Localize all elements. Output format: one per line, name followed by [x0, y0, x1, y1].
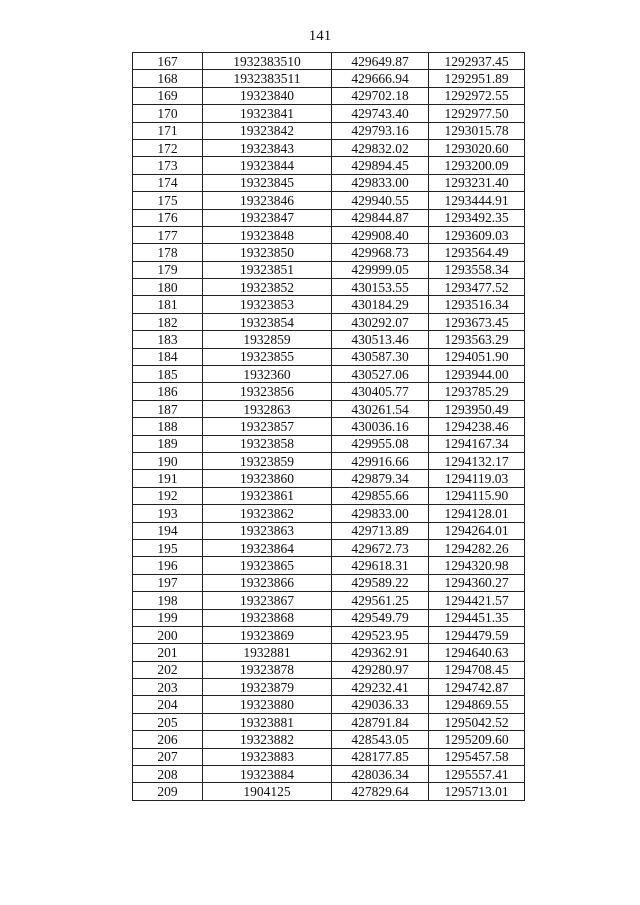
y-coordinate-cell: 1295557.41 [429, 766, 525, 783]
y-coordinate-cell: 1294742.87 [429, 679, 525, 696]
table-row [133, 713, 525, 730]
y-coordinate-cell: 1293200.09 [429, 157, 525, 174]
point-number-cell: 209 [133, 783, 203, 800]
table-row [133, 557, 525, 574]
point-id-cell: 19323851 [203, 261, 332, 278]
y-coordinate-cell: 1294451.35 [429, 609, 525, 626]
x-coordinate-cell: 428036.34 [332, 766, 429, 783]
y-coordinate-cell: 1293015.78 [429, 122, 525, 139]
point-id-cell: 19323840 [203, 87, 332, 104]
point-number-cell: 201 [133, 644, 203, 661]
point-id-cell: 1932360 [203, 366, 332, 383]
point-number-cell: 192 [133, 487, 203, 504]
x-coordinate-cell: 429713.89 [332, 522, 429, 539]
point-number-cell: 190 [133, 452, 203, 469]
y-coordinate-cell: 1293609.03 [429, 226, 525, 243]
y-coordinate-cell: 1293673.45 [429, 313, 525, 330]
point-number-cell: 208 [133, 766, 203, 783]
x-coordinate-cell: 429743.40 [332, 105, 429, 122]
x-coordinate-cell: 429955.08 [332, 435, 429, 452]
point-id-cell: 19323869 [203, 626, 332, 643]
x-coordinate-cell: 429940.55 [332, 192, 429, 209]
table-row [133, 696, 525, 713]
table-row [133, 400, 525, 417]
table-row [133, 539, 525, 556]
x-coordinate-cell: 428791.84 [332, 713, 429, 730]
table-row [133, 70, 525, 87]
point-number-cell: 199 [133, 609, 203, 626]
point-number-cell: 203 [133, 679, 203, 696]
point-id-cell: 19323861 [203, 487, 332, 504]
point-id-cell: 19323853 [203, 296, 332, 313]
point-number-cell: 173 [133, 157, 203, 174]
table-row [133, 592, 525, 609]
point-number-cell: 180 [133, 279, 203, 296]
table-row [133, 122, 525, 139]
coordinates-table [132, 52, 525, 801]
point-id-cell: 19323880 [203, 696, 332, 713]
table-row [133, 383, 525, 400]
point-id-cell: 19323856 [203, 383, 332, 400]
x-coordinate-cell: 430292.07 [332, 313, 429, 330]
y-coordinate-cell: 1293444.91 [429, 192, 525, 209]
table-row [133, 487, 525, 504]
y-coordinate-cell: 1293944.00 [429, 366, 525, 383]
table-row [133, 574, 525, 591]
y-coordinate-cell: 1294119.03 [429, 470, 525, 487]
y-coordinate-cell: 1294421.57 [429, 592, 525, 609]
point-number-cell: 176 [133, 209, 203, 226]
x-coordinate-cell: 429672.73 [332, 539, 429, 556]
y-coordinate-cell: 1294320.98 [429, 557, 525, 574]
x-coordinate-cell: 429036.33 [332, 696, 429, 713]
point-number-cell: 206 [133, 731, 203, 748]
point-id-cell: 19323868 [203, 609, 332, 626]
point-number-cell: 185 [133, 366, 203, 383]
y-coordinate-cell: 1294051.90 [429, 348, 525, 365]
point-number-cell: 207 [133, 748, 203, 765]
table-row [133, 644, 525, 661]
point-number-cell: 170 [133, 105, 203, 122]
x-coordinate-cell: 429702.18 [332, 87, 429, 104]
point-id-cell: 19323866 [203, 574, 332, 591]
x-coordinate-cell: 429894.45 [332, 157, 429, 174]
table-row [133, 226, 525, 243]
x-coordinate-cell: 429666.94 [332, 70, 429, 87]
table-row [133, 174, 525, 191]
x-coordinate-cell: 429855.66 [332, 487, 429, 504]
table-row [133, 679, 525, 696]
table-row [133, 53, 525, 70]
x-coordinate-cell: 429916.66 [332, 452, 429, 469]
y-coordinate-cell: 1294360.27 [429, 574, 525, 591]
x-coordinate-cell: 430587.30 [332, 348, 429, 365]
point-number-cell: 187 [133, 400, 203, 417]
point-id-cell: 19323855 [203, 348, 332, 365]
x-coordinate-cell: 429833.00 [332, 174, 429, 191]
point-id-cell: 19323847 [203, 209, 332, 226]
point-id-cell: 19323860 [203, 470, 332, 487]
point-number-cell: 194 [133, 522, 203, 539]
table-row [133, 209, 525, 226]
y-coordinate-cell: 1293950.49 [429, 400, 525, 417]
x-coordinate-cell: 430527.06 [332, 366, 429, 383]
x-coordinate-cell: 429908.40 [332, 226, 429, 243]
table-row [133, 626, 525, 643]
point-number-cell: 175 [133, 192, 203, 209]
point-number-cell: 198 [133, 592, 203, 609]
table-row [133, 366, 525, 383]
point-number-cell: 195 [133, 539, 203, 556]
point-number-cell: 196 [133, 557, 203, 574]
point-id-cell: 19323858 [203, 435, 332, 452]
page-number: 141 [308, 28, 332, 44]
point-id-cell: 19323879 [203, 679, 332, 696]
point-id-cell: 19323864 [203, 539, 332, 556]
x-coordinate-cell: 430405.77 [332, 383, 429, 400]
point-id-cell: 19323852 [203, 279, 332, 296]
table-row [133, 348, 525, 365]
y-coordinate-cell: 1294282.26 [429, 539, 525, 556]
point-number-cell: 174 [133, 174, 203, 191]
y-coordinate-cell: 1293492.35 [429, 209, 525, 226]
x-coordinate-cell: 429523.95 [332, 626, 429, 643]
table-row [133, 418, 525, 435]
point-number-cell: 188 [133, 418, 203, 435]
table-row [133, 505, 525, 522]
point-id-cell: 1932881 [203, 644, 332, 661]
point-number-cell: 191 [133, 470, 203, 487]
x-coordinate-cell: 430261.54 [332, 400, 429, 417]
table-row [133, 609, 525, 626]
x-coordinate-cell: 429280.97 [332, 661, 429, 678]
point-number-cell: 177 [133, 226, 203, 243]
y-coordinate-cell: 1293785.29 [429, 383, 525, 400]
point-number-cell: 189 [133, 435, 203, 452]
y-coordinate-cell: 1293477.52 [429, 279, 525, 296]
point-id-cell: 19323878 [203, 661, 332, 678]
point-id-cell: 19323850 [203, 244, 332, 261]
y-coordinate-cell: 1294167.34 [429, 435, 525, 452]
table-row [133, 661, 525, 678]
x-coordinate-cell: 429832.02 [332, 139, 429, 156]
table-row [133, 731, 525, 748]
point-id-cell: 1932863 [203, 400, 332, 417]
x-coordinate-cell: 428177.85 [332, 748, 429, 765]
point-id-cell: 19323881 [203, 713, 332, 730]
y-coordinate-cell: 1292937.45 [429, 53, 525, 70]
point-id-cell: 19323843 [203, 139, 332, 156]
x-coordinate-cell: 429879.34 [332, 470, 429, 487]
point-number-cell: 186 [133, 383, 203, 400]
point-number-cell: 184 [133, 348, 203, 365]
x-coordinate-cell: 429833.00 [332, 505, 429, 522]
y-coordinate-cell: 1294132.17 [429, 452, 525, 469]
x-coordinate-cell: 429549.79 [332, 609, 429, 626]
table-row [133, 244, 525, 261]
point-number-cell: 193 [133, 505, 203, 522]
point-id-cell: 19323848 [203, 226, 332, 243]
point-number-cell: 168 [133, 70, 203, 87]
point-id-cell: 1932383511 [203, 70, 332, 87]
point-number-cell: 172 [133, 139, 203, 156]
y-coordinate-cell: 1293516.34 [429, 296, 525, 313]
point-id-cell: 19323845 [203, 174, 332, 191]
y-coordinate-cell: 1294479.59 [429, 626, 525, 643]
point-number-cell: 182 [133, 313, 203, 330]
y-coordinate-cell: 1295457.58 [429, 748, 525, 765]
y-coordinate-cell: 1294869.55 [429, 696, 525, 713]
table-row [133, 313, 525, 330]
point-number-cell: 204 [133, 696, 203, 713]
table-row [133, 470, 525, 487]
y-coordinate-cell: 1292972.55 [429, 87, 525, 104]
point-id-cell: 19323857 [203, 418, 332, 435]
y-coordinate-cell: 1293563.29 [429, 331, 525, 348]
y-coordinate-cell: 1292977.50 [429, 105, 525, 122]
y-coordinate-cell: 1294264.01 [429, 522, 525, 539]
y-coordinate-cell: 1293558.34 [429, 261, 525, 278]
table-row [133, 279, 525, 296]
point-number-cell: 171 [133, 122, 203, 139]
point-id-cell: 19323882 [203, 731, 332, 748]
x-coordinate-cell: 429589.22 [332, 574, 429, 591]
y-coordinate-cell: 1294640.63 [429, 644, 525, 661]
table-row [133, 192, 525, 209]
x-coordinate-cell: 429968.73 [332, 244, 429, 261]
point-number-cell: 181 [133, 296, 203, 313]
table-row [133, 748, 525, 765]
table-row [133, 157, 525, 174]
point-number-cell: 169 [133, 87, 203, 104]
x-coordinate-cell: 429618.31 [332, 557, 429, 574]
point-id-cell: 1904125 [203, 783, 332, 800]
x-coordinate-cell: 429649.87 [332, 53, 429, 70]
point-id-cell: 19323862 [203, 505, 332, 522]
point-id-cell: 19323844 [203, 157, 332, 174]
point-id-cell: 1932859 [203, 331, 332, 348]
y-coordinate-cell: 1295042.52 [429, 713, 525, 730]
table-row [133, 296, 525, 313]
table-row [133, 522, 525, 539]
table-row [133, 452, 525, 469]
x-coordinate-cell: 430513.46 [332, 331, 429, 348]
point-id-cell: 1932383510 [203, 53, 332, 70]
table-row [133, 261, 525, 278]
x-coordinate-cell: 429232.41 [332, 679, 429, 696]
x-coordinate-cell: 429999.05 [332, 261, 429, 278]
table-row [133, 87, 525, 104]
point-number-cell: 179 [133, 261, 203, 278]
point-id-cell: 19323867 [203, 592, 332, 609]
table-row [133, 139, 525, 156]
x-coordinate-cell: 430153.55 [332, 279, 429, 296]
point-id-cell: 19323842 [203, 122, 332, 139]
y-coordinate-cell: 1294708.45 [429, 661, 525, 678]
point-id-cell: 19323846 [203, 192, 332, 209]
y-coordinate-cell: 1292951.89 [429, 70, 525, 87]
table-row [133, 766, 525, 783]
point-number-cell: 167 [133, 53, 203, 70]
point-id-cell: 19323854 [203, 313, 332, 330]
point-id-cell: 19323884 [203, 766, 332, 783]
table-row [133, 435, 525, 452]
y-coordinate-cell: 1293231.40 [429, 174, 525, 191]
x-coordinate-cell: 428543.05 [332, 731, 429, 748]
y-coordinate-cell: 1294115.90 [429, 487, 525, 504]
y-coordinate-cell: 1293564.49 [429, 244, 525, 261]
point-id-cell: 19323883 [203, 748, 332, 765]
point-id-cell: 19323865 [203, 557, 332, 574]
x-coordinate-cell: 429362.91 [332, 644, 429, 661]
point-id-cell: 19323863 [203, 522, 332, 539]
table-row [133, 105, 525, 122]
point-number-cell: 200 [133, 626, 203, 643]
point-number-cell: 202 [133, 661, 203, 678]
y-coordinate-cell: 1295713.01 [429, 783, 525, 800]
y-coordinate-cell: 1295209.60 [429, 731, 525, 748]
table-row [133, 783, 525, 800]
y-coordinate-cell: 1294128.01 [429, 505, 525, 522]
table-row [133, 331, 525, 348]
y-coordinate-cell: 1294238.46 [429, 418, 525, 435]
x-coordinate-cell: 429561.25 [332, 592, 429, 609]
point-id-cell: 19323841 [203, 105, 332, 122]
point-number-cell: 178 [133, 244, 203, 261]
x-coordinate-cell: 430184.29 [332, 296, 429, 313]
point-number-cell: 205 [133, 713, 203, 730]
x-coordinate-cell: 427829.64 [332, 783, 429, 800]
point-id-cell: 19323859 [203, 452, 332, 469]
x-coordinate-cell: 429844.87 [332, 209, 429, 226]
y-coordinate-cell: 1293020.60 [429, 139, 525, 156]
point-number-cell: 183 [133, 331, 203, 348]
point-number-cell: 197 [133, 574, 203, 591]
x-coordinate-cell: 430036.16 [332, 418, 429, 435]
x-coordinate-cell: 429793.16 [332, 122, 429, 139]
